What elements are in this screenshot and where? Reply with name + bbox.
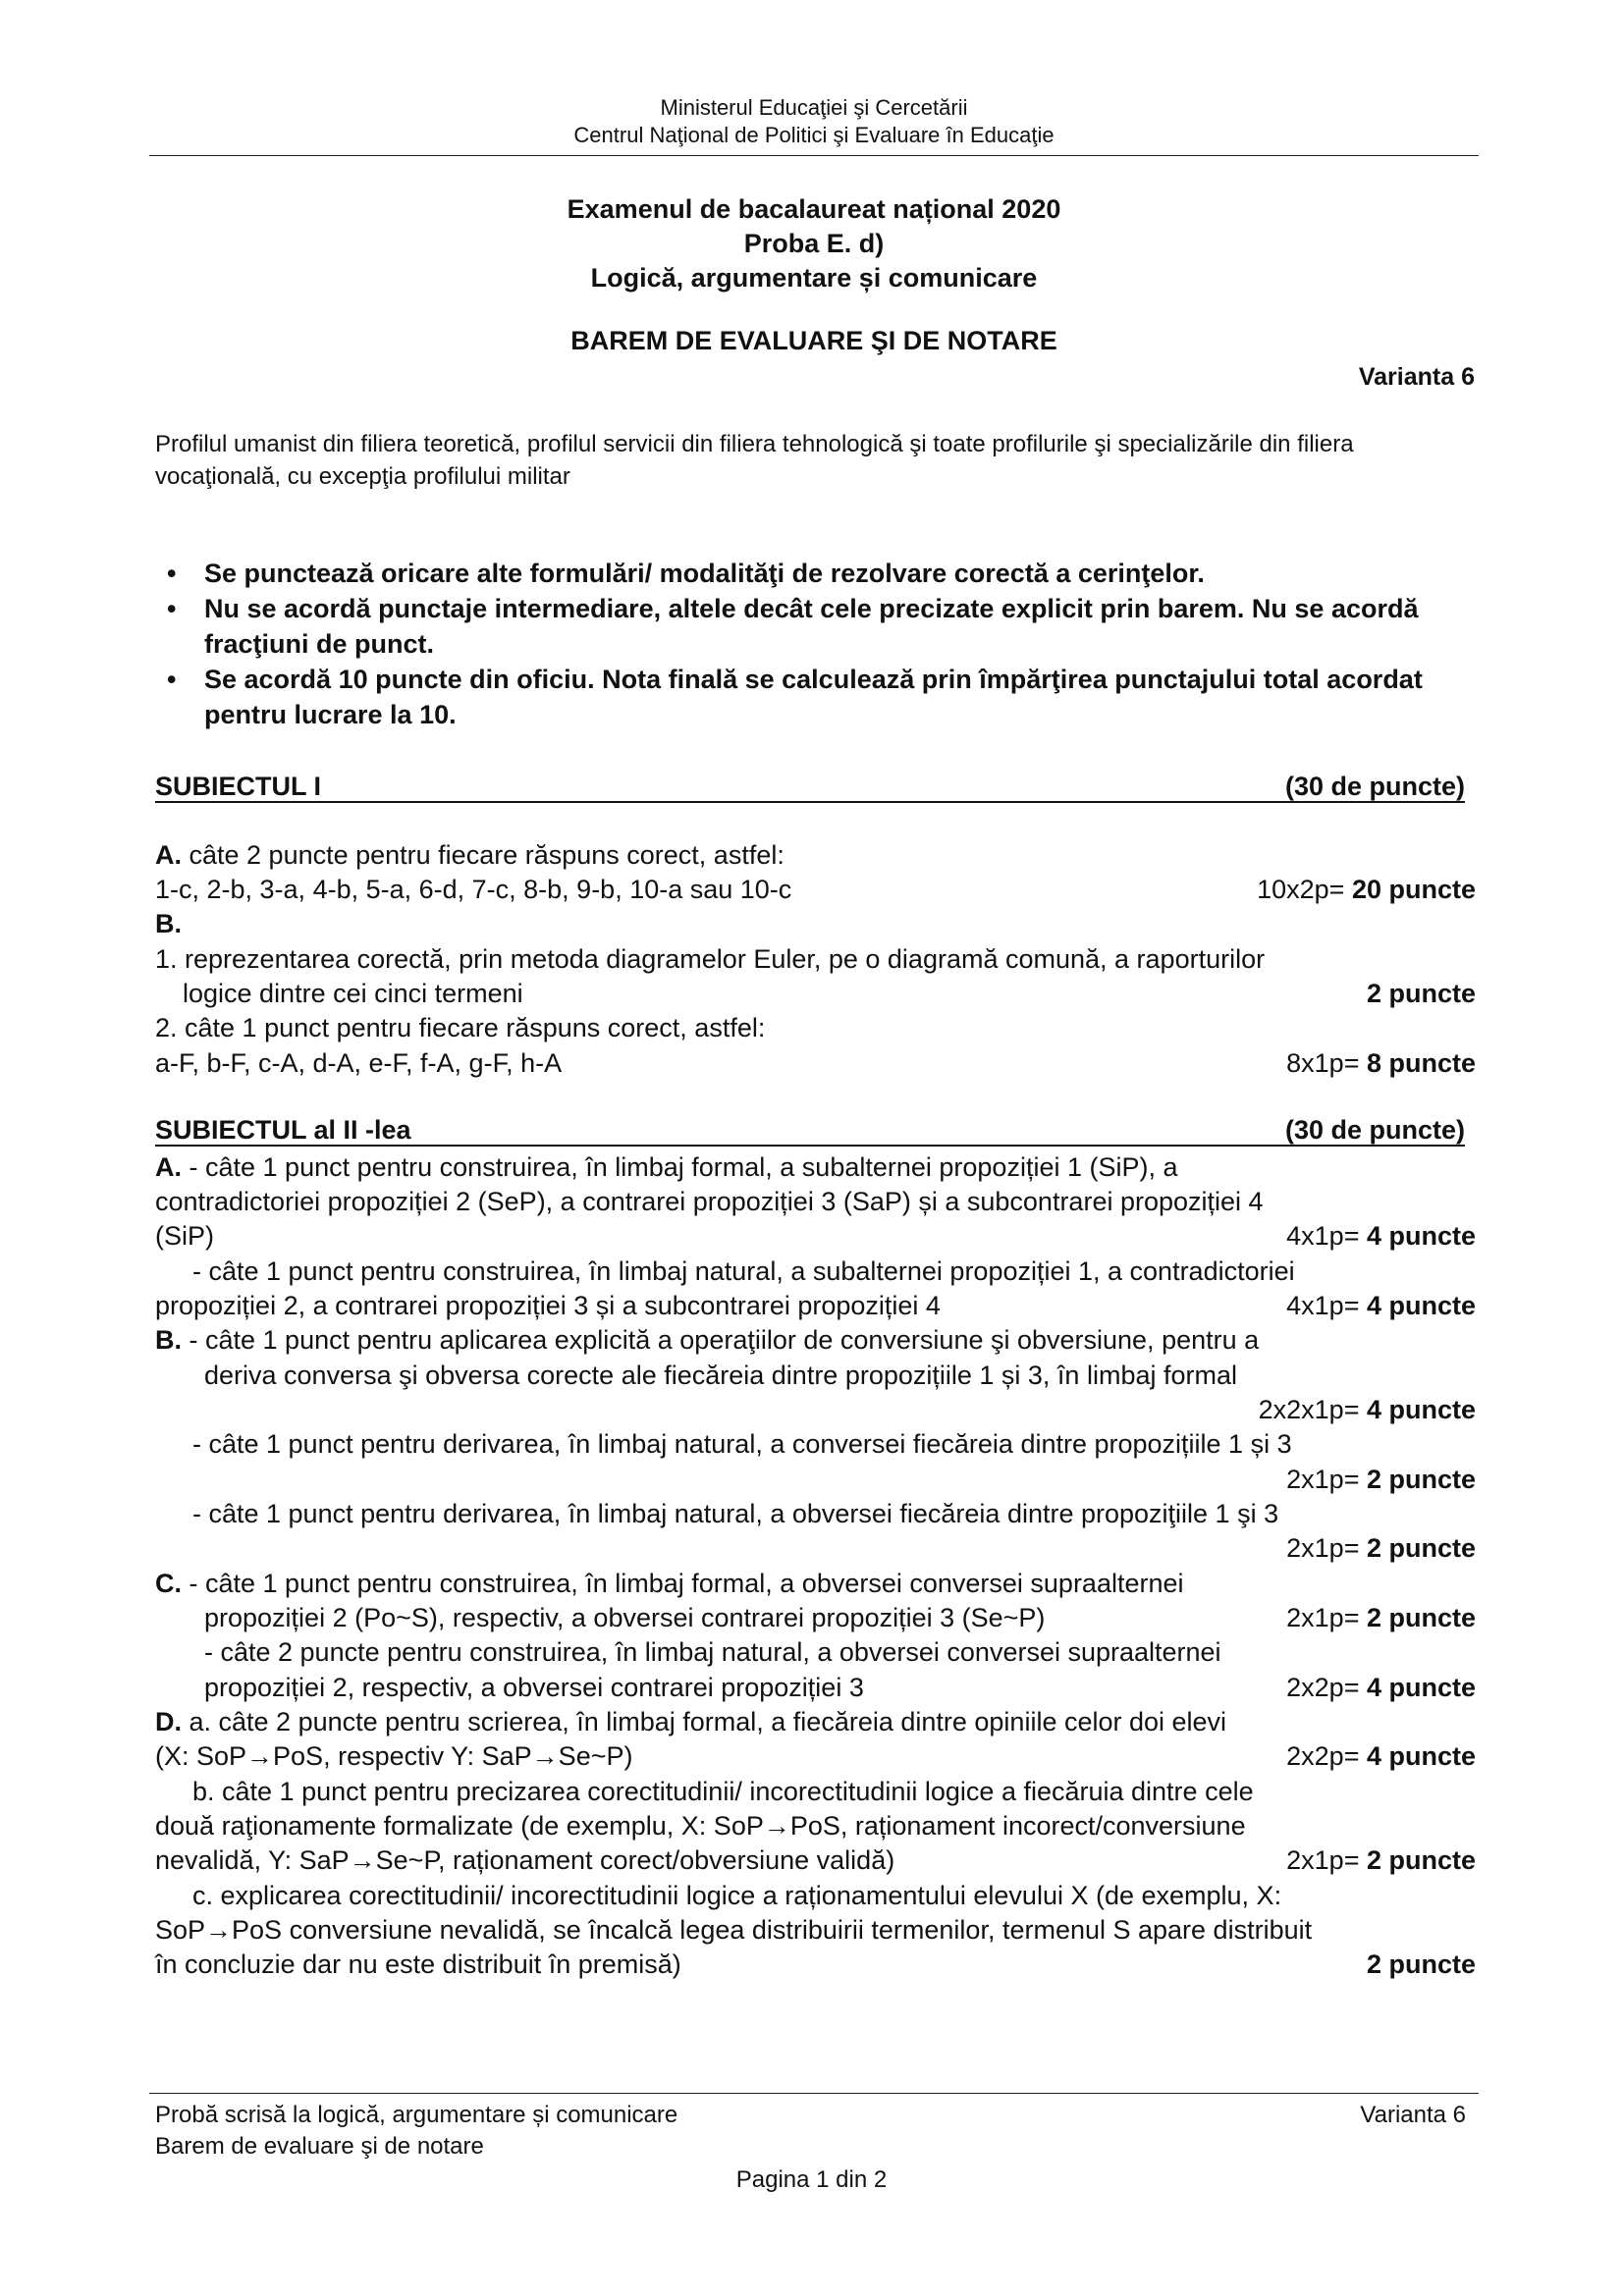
score-formula: 4x1p= bbox=[1286, 1221, 1367, 1251]
item-text: câte 2 puncte pentru fiecare răspuns corect, astfel: bbox=[182, 840, 784, 870]
item-a2-line: propoziției 2, a contrarei propoziției 3 și a subcontrarei propoziției 4 bbox=[155, 1291, 941, 1320]
score-formula: 2x2p= bbox=[1286, 1741, 1367, 1771]
varianta-label: Varianta 6 bbox=[1358, 363, 1475, 391]
rule-item: • Se acordă 10 puncte din oficiu. Nota finală se calculează prin împărţirea punctajului total acordat pentru lucrare la 10. bbox=[167, 662, 1483, 732]
item-label: B. bbox=[155, 1325, 182, 1355]
barem-title: BAREM DE EVALUARE ŞI DE NOTARE bbox=[570, 326, 1057, 355]
footer-subject: Probă scrisă la logică, argumentare și comunicare bbox=[155, 2102, 678, 2128]
item-dc-line: SoP→PoS conversiune nevalidă, se încalcă legea distribuirii termenilor, termenul S apare distribuit bbox=[155, 1915, 1313, 1945]
rule-item: • Se punctează oricare alte formulări/ modalităţi de rezolvare corectă a cerinţelor. bbox=[167, 556, 1483, 591]
section-heading-subiect-2 bbox=[155, 1115, 1465, 1147]
item-b1-line: deriva conversa şi obversa corecte ale fiecăreia dintre propozițiile 1 și 3, în limbaj formal bbox=[204, 1361, 1237, 1390]
item-text: - câte 1 punct pentru construirea, în limbaj formal, a subalternei propoziției 1 (SiP), a bbox=[182, 1152, 1178, 1182]
score-value: 4 puncte bbox=[1366, 1741, 1476, 1771]
item-db-line: nevalidă, Y: SaP→Se~P, raționament corect/obversiune validă) bbox=[155, 1845, 895, 1875]
score-value: 2 puncte bbox=[1366, 1533, 1476, 1563]
score-value: 8 puncte bbox=[1366, 1048, 1476, 1078]
exam-title-block bbox=[149, 192, 1479, 295]
score-formula: 2x1p= bbox=[1286, 1533, 1367, 1563]
item-label: B. bbox=[155, 909, 182, 938]
score-value: 2 puncte bbox=[1366, 979, 1476, 1008]
item-da-line bbox=[155, 1705, 1476, 1739]
item-a-score bbox=[1257, 873, 1476, 907]
item-a1-line bbox=[155, 1150, 1476, 1185]
section-title: SUBIECTUL al II -lea bbox=[155, 1115, 411, 1145]
item-a1-line: (SiP) bbox=[155, 1221, 214, 1251]
item-b2-answers: a-F, b-F, c-A, d-A, e-F, f-A, g-F, h-A bbox=[155, 1048, 563, 1078]
section-heading-subiect-1 bbox=[155, 772, 1465, 803]
item-dc-line: în concluzie dar nu este distribuit în premisă) bbox=[155, 1949, 681, 1979]
page-header bbox=[149, 94, 1479, 149]
item-text: a. câte 2 puncte pentru scrierea, în limbaj formal, a fiecăreia dintre opiniile celor doi elevi bbox=[182, 1707, 1227, 1736]
item-a-answers: 1-c, 2-b, 3-a, 4-b, 5-a, 6-d, 7-c, 8-b, 9-b, 10-a sau 10-c bbox=[155, 875, 792, 904]
section-points: (30 de puncte) bbox=[1284, 1115, 1465, 1145]
score-value: 2 puncte bbox=[1366, 1603, 1476, 1632]
item-c2-score bbox=[1286, 1671, 1476, 1705]
item-b1-score bbox=[1259, 1393, 1476, 1427]
item-b-label bbox=[155, 907, 1476, 941]
item-dc-score bbox=[1367, 1948, 1476, 1982]
footer-variant: Varianta 6 bbox=[1360, 2102, 1466, 2128]
exam-subject: Logică, argumentare și comunicare bbox=[590, 263, 1038, 293]
score-value: 20 puncte bbox=[1351, 875, 1476, 904]
score-formula: 8x1p= bbox=[1286, 1048, 1367, 1078]
item-a-intro bbox=[155, 838, 1476, 873]
footer-divider bbox=[149, 2093, 1479, 2094]
item-b2-score bbox=[1286, 1046, 1476, 1081]
section-title: SUBIECTUL I bbox=[155, 772, 322, 801]
item-a1-line: contradictoriei propoziției 2 (SeP), a contrarei propoziției 3 (SaP) și a subcontrarei propoziției 4 bbox=[155, 1187, 1264, 1216]
profile-description: Profilul umanist din filiera teoretică, profilul servicii din filiera tehnologică şi toate profilurile şi specializările din filiera vocaţională, cu excepţia profilului militar bbox=[155, 431, 1354, 490]
item-b1-line bbox=[155, 1323, 1476, 1358]
score-value: 4 puncte bbox=[1366, 1221, 1476, 1251]
score-value: 4 puncte bbox=[1366, 1673, 1476, 1702]
grading-rules-list bbox=[167, 556, 1483, 732]
item-da-score bbox=[1286, 1739, 1476, 1774]
page-number: Pagina 1 din 2 bbox=[735, 2166, 888, 2193]
score-value: 2 puncte bbox=[1366, 1949, 1476, 1979]
item-da-line: (X: SoP→PoS, respectiv Y: SaP→Se~P) bbox=[155, 1741, 633, 1771]
item-b3-score bbox=[1286, 1531, 1476, 1566]
score-formula: 4x1p= bbox=[1286, 1291, 1367, 1320]
item-db-score bbox=[1286, 1843, 1476, 1878]
item-b1-line: logice dintre cei cinci termeni bbox=[183, 979, 523, 1008]
item-b1-line: 1. reprezentarea corectă, prin metoda diagramelor Euler, pe o diagramă comună, a raporturilor bbox=[155, 944, 1266, 974]
item-db-line: două raţionamente formalizate (de exemplu, X: SoP→PoS, raționament incorect/conversiune bbox=[155, 1811, 1246, 1841]
item-b1-score bbox=[1367, 977, 1476, 1011]
item-c1-score bbox=[1286, 1601, 1476, 1635]
ministry-name: Ministerul Educaţiei şi Cercetării bbox=[660, 95, 968, 120]
item-b2-line: - câte 1 punct pentru derivarea, în limbaj natural, a conversei fiecăreia dintre propozițiile 1 și 3 bbox=[192, 1429, 1292, 1459]
item-a1-score bbox=[1286, 1219, 1476, 1254]
item-label: A. bbox=[155, 1152, 182, 1182]
item-label: C. bbox=[155, 1569, 182, 1598]
score-value: 4 puncte bbox=[1366, 1291, 1476, 1320]
exam-proba: Proba E. d) bbox=[743, 229, 885, 258]
score-formula: 2x1p= bbox=[1286, 1845, 1367, 1875]
score-value: 2 puncte bbox=[1366, 1845, 1476, 1875]
item-text: - câte 1 punct pentru aplicarea explicită a operaţiilor de conversiune şi obversiune, pentru a bbox=[182, 1325, 1260, 1355]
score-formula: 10x2p= bbox=[1257, 875, 1352, 904]
item-b3-line: - câte 1 punct pentru derivarea, în limbaj natural, a obversei fiecăreia dintre propoziţiile 1 şi 3 bbox=[192, 1499, 1279, 1528]
header-divider bbox=[149, 155, 1479, 156]
score-formula: 2x1p= bbox=[1286, 1603, 1367, 1632]
item-label: D. bbox=[155, 1707, 182, 1736]
score-formula: 2x2p= bbox=[1286, 1673, 1367, 1702]
item-b2-line: 2. câte 1 punct pentru fiecare răspuns corect, astfel: bbox=[155, 1013, 766, 1042]
item-b2-score bbox=[1286, 1463, 1476, 1497]
item-a2-score bbox=[1286, 1289, 1476, 1323]
score-value: 2 puncte bbox=[1366, 1465, 1476, 1494]
item-db-line: b. câte 1 punct pentru precizarea corectitudinii/ incorectitudinii logice a fiecăruia dintre cele bbox=[192, 1777, 1254, 1806]
item-text: - câte 1 punct pentru construirea, în limbaj formal, a obversei conversei supraalternei bbox=[182, 1569, 1184, 1598]
exam-title: Examenul de bacalaureat național 2020 bbox=[567, 194, 1061, 224]
item-c1-line bbox=[155, 1567, 1476, 1601]
center-name: Centrul Naţional de Politici şi Evaluare în Educaţie bbox=[573, 123, 1055, 147]
item-c2-line: propoziției 2, respectiv, a obversei contrarei propoziției 3 bbox=[204, 1673, 864, 1702]
item-label: A. bbox=[155, 840, 182, 870]
score-formula: 2x2x1p= bbox=[1258, 1395, 1367, 1424]
score-formula: 2x1p= bbox=[1286, 1465, 1367, 1494]
footer-doc-type: Barem de evaluare şi de notare bbox=[155, 2133, 484, 2160]
item-c2-line: - câte 2 puncte pentru construirea, în limbaj natural, a obversei conversei supraalternei bbox=[204, 1637, 1221, 1667]
item-c1-line: propoziției 2 (Po~S), respectiv, a obversei contrarei propoziției 3 (Se~P) bbox=[204, 1603, 1046, 1632]
section-points: (30 de puncte) bbox=[1284, 772, 1465, 801]
rule-item: • Nu se acordă punctaje intermediare, altele decât cele precizate explicit prin barem. Nu se acordă fracţiuni de punct. bbox=[167, 591, 1483, 662]
item-a2-line: - câte 1 punct pentru construirea, în limbaj natural, a subalternei propoziției 1, a contradictoriei bbox=[192, 1256, 1295, 1286]
item-dc-line: c. explicarea corectitudinii/ incorectitudinii logice a raționamentului elevului X (de exemplu, X: bbox=[192, 1881, 1282, 1910]
score-value: 4 puncte bbox=[1366, 1395, 1476, 1424]
